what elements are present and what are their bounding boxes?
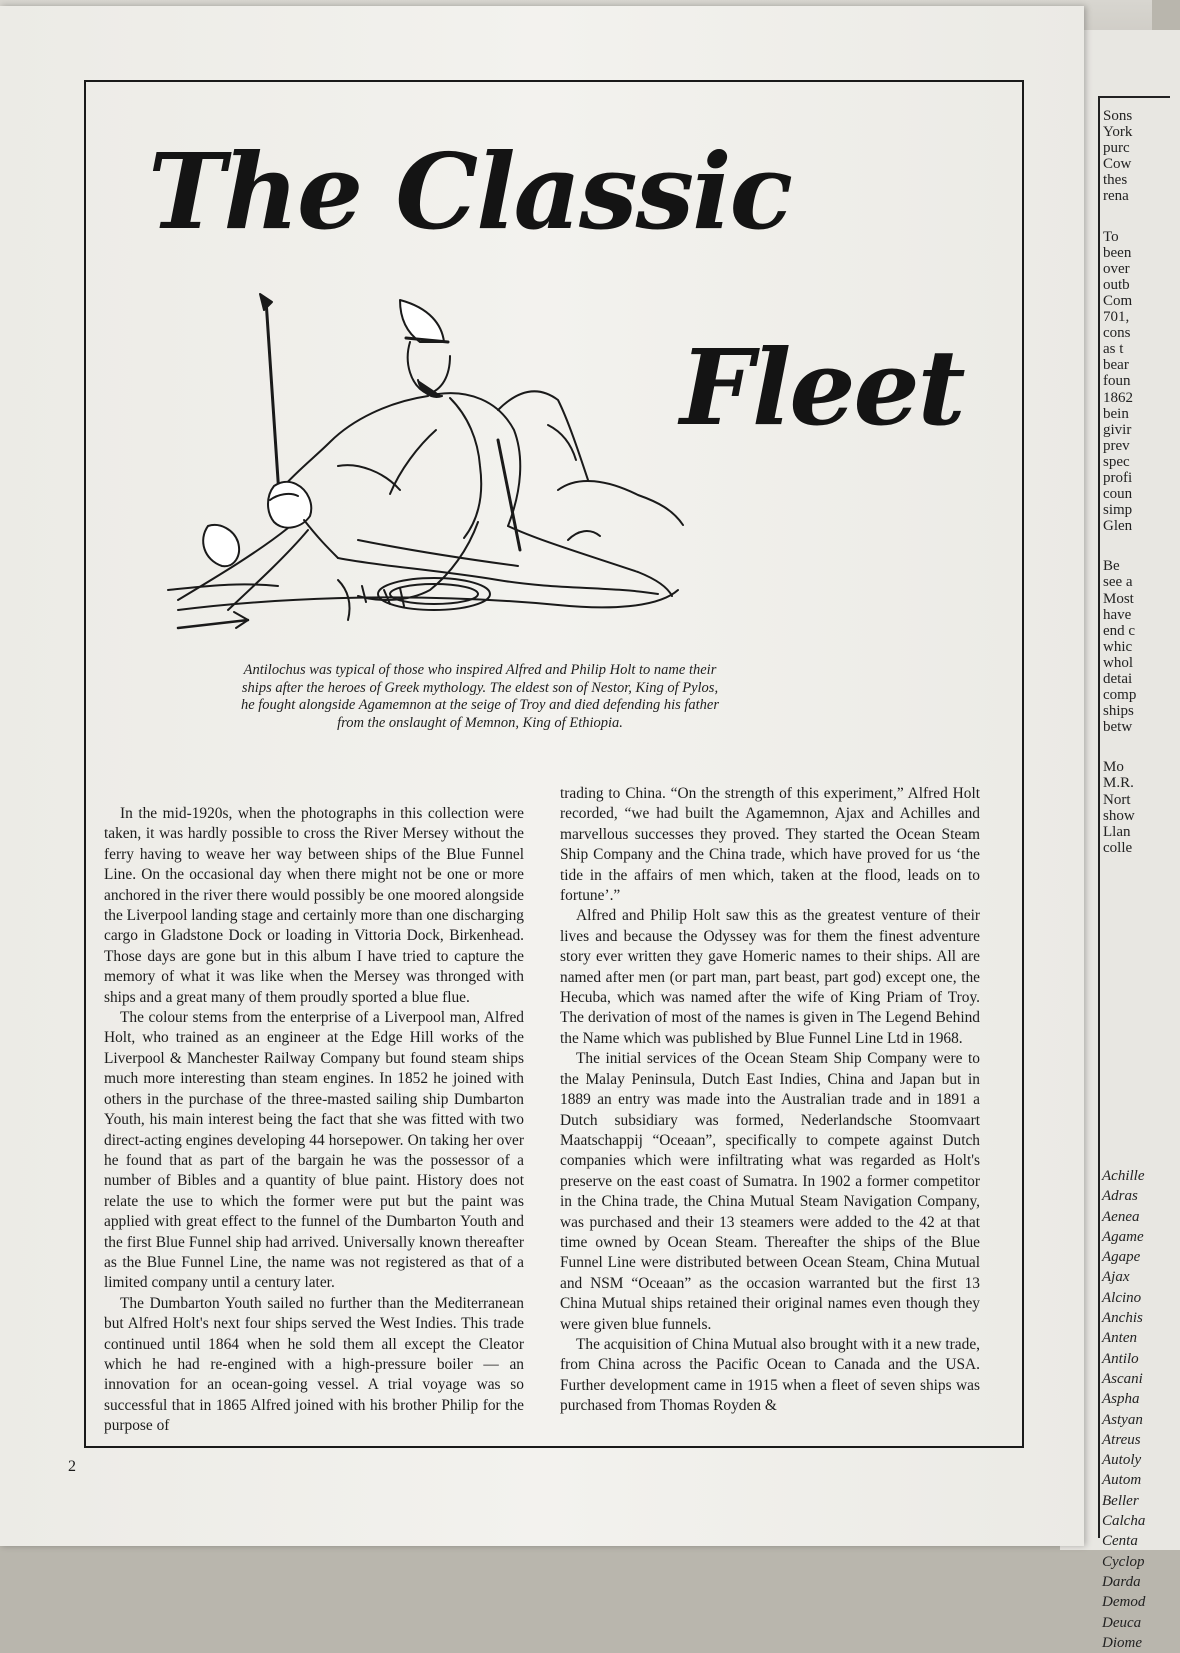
facing-ship-name: Aenea: [1102, 1208, 1140, 1225]
paragraph: trading to China. “On the strength of this experiment,” Alfred Holt recorded, “we had built the Agamemnon, Ajax and Achilles and marvellous successes they proved. They started the Ocean Steam Ship Company and the China trade, which have proved for us ‘the tide in the affairs of men which, taken at the flood, leads on to fortune’.”: [560, 785, 980, 905]
facing-text-line: outb: [1103, 276, 1130, 293]
facing-text-line: 701,: [1103, 309, 1130, 326]
facing-text-line: whic: [1103, 638, 1133, 655]
title-line-2: Fleet: [680, 326, 964, 449]
facing-ship-name: Alcino: [1102, 1289, 1142, 1306]
facing-ship-name: Astyan: [1102, 1411, 1143, 1428]
facing-text-line: M.R.: [1103, 775, 1134, 792]
facing-text-line: Com: [1103, 292, 1133, 309]
caption-line: Antilochus was typical of those who inspired Alfred and Philip Holt to name their: [243, 662, 717, 678]
facing-ship-name: Ajax: [1102, 1269, 1130, 1286]
facing-text-line: whol: [1103, 654, 1133, 671]
paragraph: The initial services of the Ocean Steam Ship Company were to the Malay Peninsula, Dutch East Indies, China and Japan but in 1889 an entry was made into the Australian trade and in 1891 a Dutch subsidiary was formed, Nederlandsche Stoomvaart Maatschappij “Oceaan”, specifically to compete against Dutch companies which were infiltrating what was regarded as Holt's preserve on the east coast of Sumatra. In 1902 a former competitor in the China trade, the China Mutual Steam Navigation Company, was purchased and their 13 steamers were added to the 42 at that time owned by Ocean Steam. Thereafter the ships of the Blue Funnel Line were distributed between Ocean Steam, China Mutual and NSM “Oceaan” as the occasion warranted but the first 13 China Mutual ships retained their original names even though they were given blue funnels.: [560, 1050, 980, 1333]
facing-ship-name: Darda: [1102, 1573, 1141, 1590]
facing-ship-name: Achille: [1102, 1168, 1145, 1184]
page-number: 2: [68, 1458, 76, 1475]
paragraph: The acquisition of China Mutual also brought with it a new trade, from China across the Pacific Ocean to Canada and the USA. Further development came in 1915 when a fleet of seven ships was purchased from Thomas Royden &: [560, 1335, 980, 1415]
facing-text-line: [1103, 534, 1163, 558]
facing-text-line: see a: [1103, 574, 1133, 591]
facing-ship-name: Ascani: [1102, 1370, 1143, 1387]
paragraph: The Dumbarton Youth sailed no further than the Mediterranean but Alfred Holt's next four ships served the West Indies. This trade continued until 1864 when he sold them all except the Cleator which he had re-engined with a high-pressure boiler — an innovation for an ocean-going vessel. A trial voyage was so successful that in 1865 Alfred joined with his brother Philip for the purpose of: [104, 1294, 524, 1435]
facing-text-line: ships: [1103, 703, 1134, 720]
facing-text-line: [1103, 735, 1163, 759]
facing-ship-name: Anchis: [1102, 1310, 1143, 1327]
facing-page-ship-names: [1102, 1166, 1162, 1651]
title-line-1: The Classic: [148, 130, 791, 253]
article-column-left: [104, 804, 524, 1437]
facing-ship-name: Centa: [1102, 1533, 1138, 1550]
facing-ship-name: Anten: [1102, 1330, 1137, 1347]
facing-text-line: over: [1103, 260, 1130, 277]
facing-text-line: profi: [1103, 469, 1133, 486]
facing-page-text: [1103, 108, 1163, 918]
facing-text-line: foun: [1103, 373, 1131, 390]
facing-text-line: Most: [1103, 590, 1134, 607]
facing-text-line: prev: [1103, 437, 1130, 454]
facing-text-line: cons: [1103, 325, 1131, 342]
facing-ship-name: Atreus: [1102, 1431, 1141, 1448]
facing-text-line: comp: [1103, 687, 1137, 704]
facing-ship-name: Demod: [1102, 1594, 1146, 1611]
caption-line: he fought alongside Agamemnon at the seige of Troy and died defending his father: [240, 697, 720, 713]
facing-text-line: spec: [1103, 453, 1130, 470]
facing-ship-name: Antilo: [1102, 1350, 1139, 1367]
caption-line: ships after the heroes of Greek mythology. The eldest son of Nestor, King of Pylos,: [241, 679, 719, 696]
facing-text-line: betw: [1103, 719, 1133, 736]
facing-text-line: [1103, 205, 1163, 229]
facing-text-line: Sons: [1103, 108, 1133, 124]
facing-text-line: end c: [1103, 622, 1136, 639]
facing-text-line: Mo: [1103, 759, 1124, 776]
facing-ship-name: Agame: [1102, 1228, 1144, 1245]
facing-text-line: purc: [1103, 140, 1130, 157]
facing-text-line: colle: [1103, 839, 1133, 856]
facing-text-line: simp: [1103, 502, 1133, 519]
facing-text-line: rena: [1103, 188, 1129, 205]
paragraph: In the mid-1920s, when the photographs in this collection were taken, it was hardly possible to cross the River Mersey without the ferry having to weave her way between ships of the Blue Funnel Line. On the occasional day when there might not be one or more anchored in the river there would possibly be one moored alongside the Liverpool landing stage and certainly more than one discharging cargo in Gladstone Dock or loading in Vittoria Dock, Birkenhead. Those days are gone but in this album I have tried to capture the memory of what it was like when the Mersey was thronged with ships and a great many of them proudly sported a blue flue.: [104, 805, 524, 1006]
paragraph: Alfred and Philip Holt saw this as the greatest venture of their lives and because the Odyssey was for them the finest adventure story ever written they gave Homeric names to their ships. All are named after men (or part man, part beast, part god) except one, the Hecuba, which was named after the wife of King Priam of Troy. The derivation of most of the names is given in The Legend Behind the Name which was published by Blue Funnel Line Ltd in 1968.: [560, 907, 980, 1047]
facing-ship-name: Deuca: [1102, 1614, 1142, 1631]
facing-text-line: thes: [1103, 172, 1128, 189]
facing-ship-name: Aspha: [1102, 1391, 1140, 1408]
caption-line: from the onslaught of Memnon, King of Ethiopia.: [337, 714, 623, 731]
facing-text-line: York: [1103, 124, 1133, 141]
facing-text-line: Llan: [1103, 823, 1131, 840]
article-column-right: [560, 784, 980, 1417]
facing-text-line: 1862: [1103, 389, 1133, 406]
facing-ship-name: Autom: [1102, 1472, 1142, 1489]
facing-text-line: Be: [1103, 558, 1120, 575]
facing-text-line: coun: [1103, 486, 1133, 503]
facing-ship-name: Autoly: [1102, 1452, 1142, 1469]
facing-text-line: bein: [1103, 405, 1129, 422]
facing-text-line: Cow: [1103, 156, 1132, 173]
illustration-caption: [200, 662, 760, 732]
facing-ship-name: Adras: [1102, 1188, 1138, 1205]
facing-text-line: as t: [1103, 341, 1124, 358]
facing-text-line: givir: [1103, 421, 1132, 438]
facing-text-line: have: [1103, 606, 1132, 623]
facing-text-line: bear: [1103, 357, 1129, 374]
facing-text-line: been: [1103, 244, 1132, 261]
facing-text-line: show: [1103, 807, 1135, 824]
antilochus-illustration: [138, 290, 690, 640]
paragraph: The colour stems from the enterprise of a Liverpool man, Alfred Holt, who trained as an engineer at the Edge Hill works of the Liverpool & Manchester Railway Company but found steam ships much more interesting than steam engines. In 1852 he joined with others in the purchase of the three-masted sailing ship Dumbarton Youth, his main interest being the fact that she was fitted with two direct-acting engines developing 44 horsepower. On taking her over he found that as part of the bargain he was the possessor of a number of Bibles and a quantity of blue paint. History does not relate the use to which the former were put but the paint was applied with great effect to the funnel of the Dumbarton Youth and the first Blue Funnel ship had arrived. Universally known thereafter as the Blue Funnel Line, the name was not registered as that of a limited company until a century later.: [104, 1009, 524, 1292]
facing-text-line: Nort: [1103, 791, 1131, 808]
facing-text-line: Glen: [1103, 518, 1133, 535]
facing-ship-name: Agape: [1102, 1249, 1141, 1266]
facing-ship-name: Diome: [1102, 1634, 1142, 1651]
facing-ship-name: Cyclop: [1102, 1553, 1145, 1570]
facing-text-line: To: [1103, 228, 1119, 245]
facing-text-line: detai: [1103, 671, 1133, 687]
facing-ship-name: Calcha: [1102, 1513, 1146, 1530]
facing-ship-name: Beller: [1102, 1492, 1139, 1509]
